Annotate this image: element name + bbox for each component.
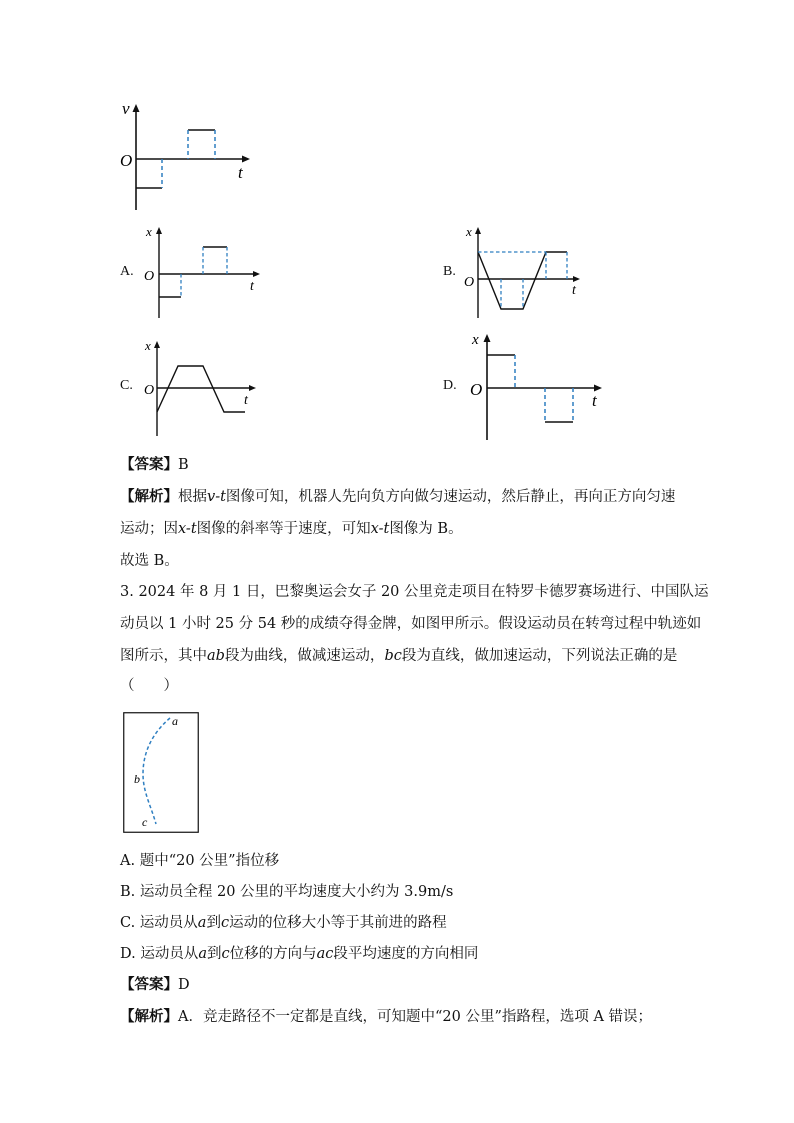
answer-value: B xyxy=(178,457,189,473)
c-origin-label: O xyxy=(144,383,155,398)
analysis-tag: 【解析】 xyxy=(120,1008,178,1025)
q3-ab: ab xyxy=(207,648,225,664)
track-label-c: c xyxy=(142,815,148,829)
q3-paren: （ ） xyxy=(120,678,178,694)
analysis-xt: x-t xyxy=(370,521,390,537)
analysis-tag: 【解析】 xyxy=(120,488,178,505)
q3-text: 图所示，其中 xyxy=(120,648,207,664)
a-y-label: x xyxy=(146,224,152,239)
answer-tag: 【答案】 xyxy=(120,456,178,473)
a-x-arrow xyxy=(253,271,260,277)
track-label-a: a xyxy=(172,714,178,728)
analysis-text: 运动；因 xyxy=(120,521,178,537)
b-x-arrow xyxy=(573,276,580,282)
main-x-arrow xyxy=(242,156,250,163)
q3-analysis-line xyxy=(120,1007,652,1027)
q3-option-c[interactable] xyxy=(120,913,447,933)
q3-stem-line3 xyxy=(120,646,677,666)
d-origin-label: O xyxy=(470,380,483,399)
analysis-text: 图像可知，机器人先向负方向做匀速运动，然后静止，再向正方向匀速 xyxy=(225,489,676,505)
option-label: D. xyxy=(120,946,136,962)
main-origin-label: O xyxy=(120,151,133,170)
main-y-arrow xyxy=(133,104,140,112)
q3-text: 段为曲线，做减速运动， xyxy=(224,648,385,664)
b-origin-label: O xyxy=(464,275,475,290)
option-text: 段平均速度的方向相同 xyxy=(333,946,479,962)
option-text: 运动的位移大小等于其前进的路程 xyxy=(229,915,447,931)
q2-conclusion: 故选 B。 xyxy=(120,553,179,569)
analysis-xt: x-t xyxy=(178,521,197,537)
b-y-arrow xyxy=(475,227,481,234)
option-text: 位移的方向与 xyxy=(229,946,317,962)
answer-tag: 【答案】 xyxy=(120,976,178,993)
option-text: 题中“20 公里”指位移 xyxy=(139,853,280,869)
d-y-arrow xyxy=(484,334,491,342)
q3-option-b[interactable] xyxy=(120,882,453,902)
analysis-text: 图像的斜率等于速度，可知 xyxy=(196,521,371,537)
analysis-text: 图像为 B。 xyxy=(389,521,463,537)
c-x-arrow xyxy=(249,385,256,391)
q2-analysis-line1 xyxy=(120,487,675,507)
d-y-label: x xyxy=(472,332,479,348)
answer-value: D xyxy=(178,977,190,993)
main-vt-graph xyxy=(110,98,260,216)
option-text: 到 xyxy=(206,915,221,931)
var-a: a xyxy=(197,915,207,931)
option-c-graph xyxy=(140,336,270,440)
analysis-text: A．竞走路径不一定都是直线，可知题中“20 公里”指路程，选项 A 错误； xyxy=(178,1009,653,1025)
analysis-text: 根据 xyxy=(178,489,207,505)
main-x-label: t xyxy=(238,163,243,182)
option-text: 运动员从 xyxy=(139,915,198,931)
var-c: c xyxy=(220,915,230,931)
a-y-arrow xyxy=(156,227,162,234)
q2-analysis-line2 xyxy=(120,519,463,539)
option-d-label: D. xyxy=(443,378,457,393)
option-d-graph xyxy=(462,328,612,444)
q3-answer-line xyxy=(120,975,190,995)
option-text: 运动员全程 20 公里的平均速度大小约为 3.9m/s xyxy=(139,884,454,900)
a-origin-label: O xyxy=(144,269,155,284)
q3-bc: bc xyxy=(384,648,402,664)
option-c-label: C. xyxy=(120,378,133,393)
var-c: c xyxy=(221,946,230,962)
var-ac: ac xyxy=(316,946,334,962)
a-x-label: t xyxy=(250,279,254,294)
option-text: 运动员从 xyxy=(140,946,199,962)
q3-stem-line2: 动员以 1 小时 25 分 54 秒的成绩夺得金牌，如图甲所示。假设运动员在转弯过程中轨迹如 xyxy=(120,616,702,632)
q3-text: 段为直线，做加速运动，下列说法正确的是 xyxy=(401,648,678,664)
main-y-label: v xyxy=(122,99,130,118)
c-x-label: t xyxy=(244,393,248,408)
analysis-vt: v-t xyxy=(207,489,226,505)
track-label-b: b xyxy=(134,772,140,786)
q3-option-a[interactable] xyxy=(120,851,279,871)
b-y-label: x xyxy=(466,224,472,239)
option-b-graph xyxy=(458,222,588,322)
option-label: A. xyxy=(120,853,136,869)
option-b-label: B. xyxy=(443,264,456,279)
option-a-label: A. xyxy=(120,264,134,279)
option-label: C. xyxy=(120,915,136,931)
q3-track-figure xyxy=(123,712,199,833)
q3-option-d[interactable] xyxy=(120,944,478,964)
option-a-graph xyxy=(140,222,270,322)
var-a: a xyxy=(198,946,207,962)
q3-stem-line1: 3. 2024 年 8 月 1 日，巴黎奥运会女子 20 公里竞走项目在特罗卡德罗赛场进行、中国队运 xyxy=(120,584,709,600)
track-curve xyxy=(143,718,170,824)
d-x-label: t xyxy=(592,391,597,410)
c-y-arrow xyxy=(154,341,160,348)
c-position-curve xyxy=(157,366,245,412)
q2-answer-line xyxy=(120,455,189,475)
b-x-label: t xyxy=(572,283,576,298)
option-text: 到 xyxy=(206,946,222,962)
option-label: B. xyxy=(120,884,136,900)
c-y-label: x xyxy=(145,338,151,353)
